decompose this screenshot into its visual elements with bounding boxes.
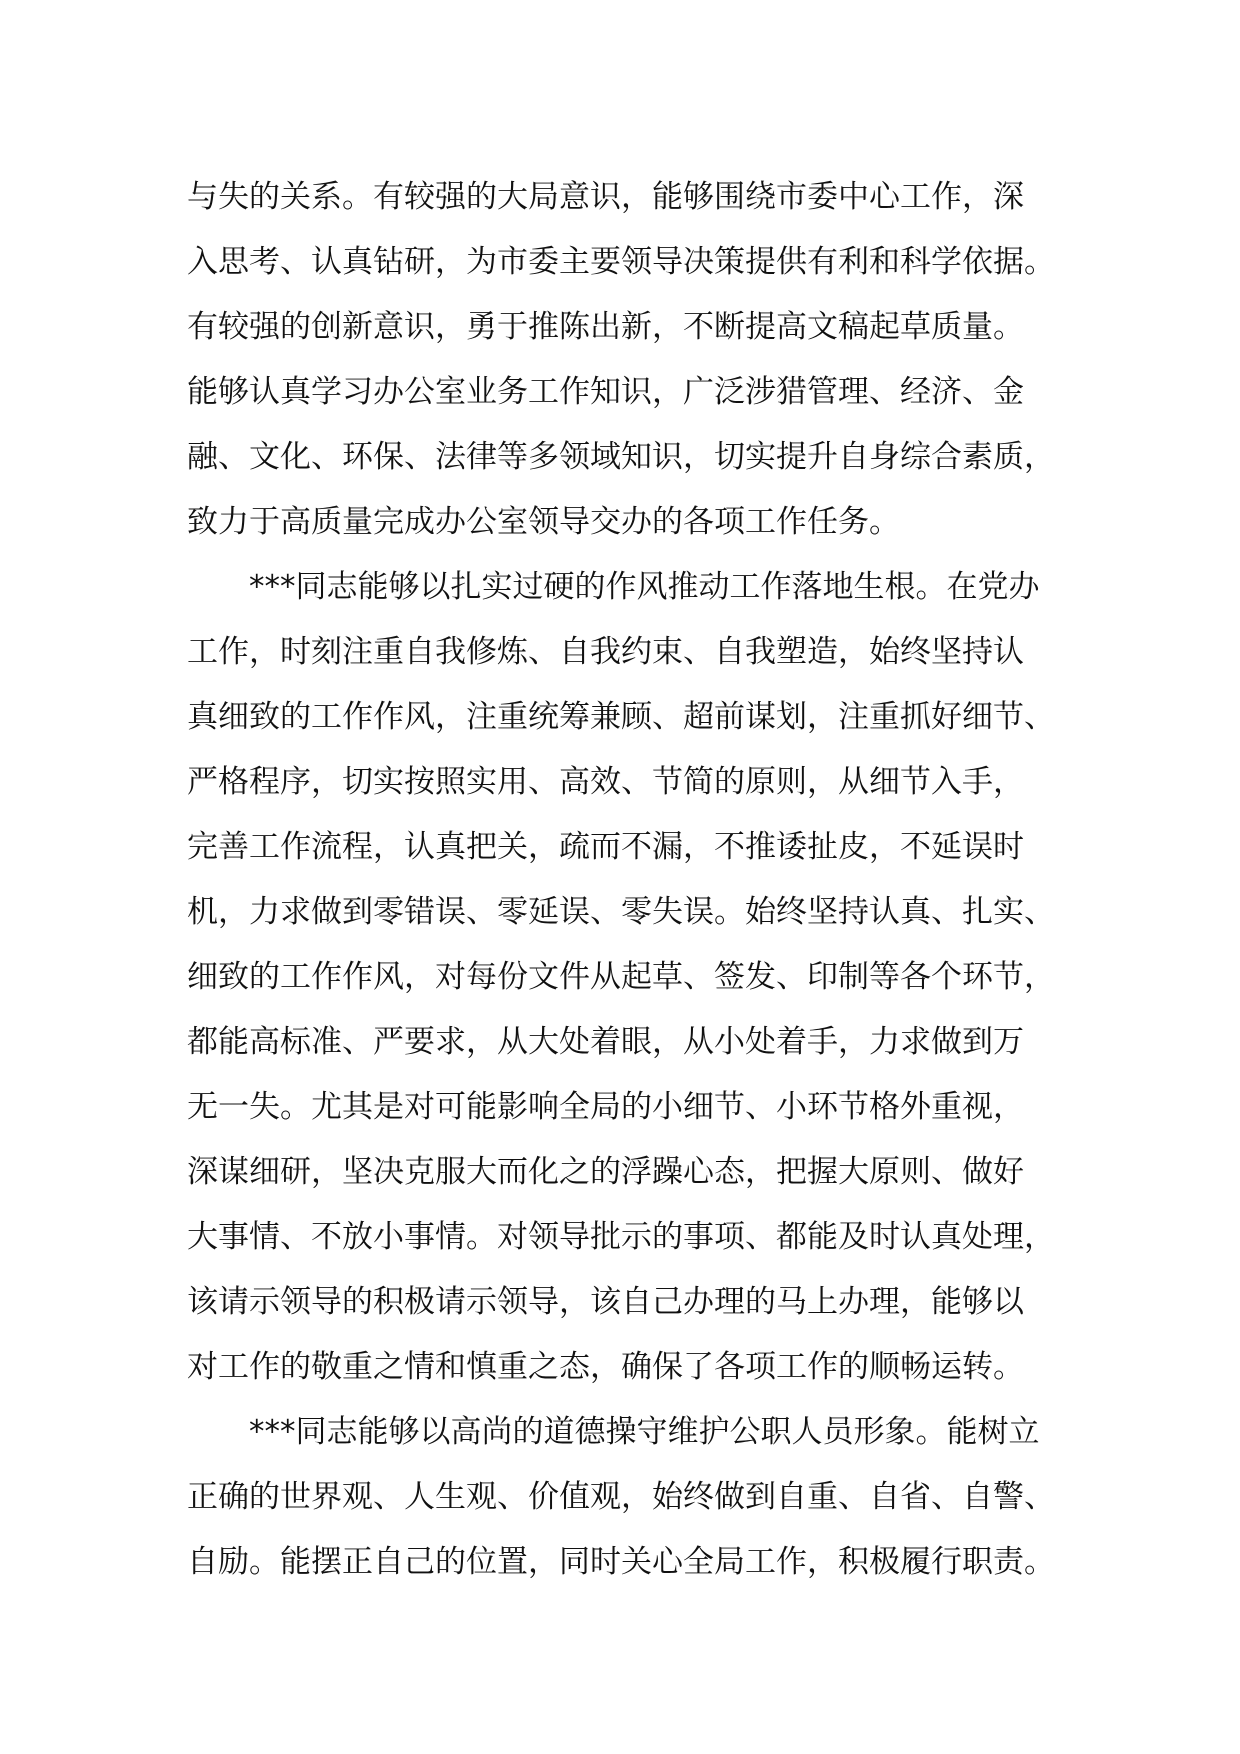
text-line: 工作，时刻注重自我修炼、自我约束、自我塑造，始终坚持认	[187, 634, 1024, 670]
text-line: 深谋细研，坚决克服大而化之的浮躁心态，把握大原则、做好	[187, 1154, 1024, 1190]
text-line: 正确的世界观、人生观、价值观，始终做到自重、自省、自警、	[187, 1479, 1055, 1515]
document-body	[187, 165, 1087, 1595]
text-line: 都能高标准、严要求，从大处着眼，从小处着手，力求做到万	[187, 1024, 1024, 1060]
text-line: 有较强的创新意识，勇于推陈出新，不断提高文稿起草质量。	[187, 309, 1024, 345]
text-line: 能够认真学习办公室业务工作知识，广泛涉猎管理、经济、金	[187, 374, 1024, 410]
text-line: 自励。能摆正自己的位置，同时关心全局工作，积极履行职责。	[187, 1544, 1055, 1580]
text-line: 融、文化、环保、法律等多领域知识，切实提升自身综合素质，	[187, 439, 1055, 475]
text-line: 细致的工作作风，对每份文件从起草、签发、印制等各个环节，	[187, 959, 1055, 995]
text-line: 大事情、不放小事情。对领导批示的事项、都能及时认真处理，	[187, 1219, 1055, 1255]
paragraph-start-line: ***同志能够以扎实过硬的作风推动工作落地生根。在党办	[249, 569, 1040, 605]
text-line: 致力于高质量完成办公室领导交办的各项工作任务。	[187, 504, 900, 540]
text-line: 对工作的敬重之情和慎重之态，确保了各项工作的顺畅运转。	[187, 1349, 1024, 1385]
text-line: 无一失。尤其是对可能影响全局的小细节、小环节格外重视，	[187, 1089, 1024, 1125]
text-line: 入思考、认真钻研，为市委主要领导决策提供有利和科学依据。	[187, 244, 1055, 280]
paragraph-start-line: ***同志能够以高尚的道德操守维护公职人员形象。能树立	[249, 1414, 1040, 1450]
text-line: 完善工作流程，认真把关，疏而不漏，不推诿扯皮，不延误时	[187, 829, 1024, 865]
text-line: 与失的关系。有较强的大局意识，能够围绕市委中心工作，深	[187, 179, 1024, 215]
text-line: 严格程序，切实按照实用、高效、节简的原则，从细节入手，	[187, 764, 1024, 800]
text-line: 机，力求做到零错误、零延误、零失误。始终坚持认真、扎实、	[187, 894, 1055, 930]
text-line: 真细致的工作作风，注重统筹兼顾、超前谋划，注重抓好细节、	[187, 699, 1055, 735]
text-line: 该请示领导的积极请示领导，该自己办理的马上办理，能够以	[187, 1284, 1024, 1320]
